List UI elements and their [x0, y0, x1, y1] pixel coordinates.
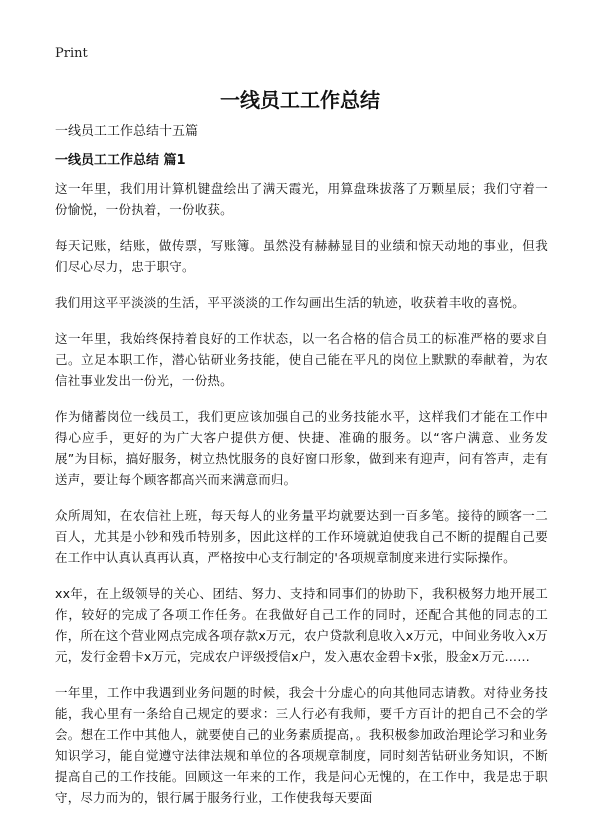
paragraph: 一年里，工作中我遇到业务问题的时候，我会十分虚心的向其他同志请教。对待业务技能，我心里有一条给自己规定的要求：三人行必有我师，要千方百计的把自己不会的学会。想在工作中其他人，就要使自己的业务素质提高，。我积极参加政治理论学习和业务知识学习，能自觉遵守法律法规和单位的各项规章制度，同时刻苦钻研业务知识，不断提高自己的工作技能。回顾这一年来的工作，我是问心无愧的，在工作中，我是忠于职守，尽力而为的，银行属于服务行业，工作使我每天要面	[55, 685, 548, 805]
paragraph: 作为储蓄岗位一线员工，我们更应该加强自己的业务技能水平，这样我们才能在工作中得心应手，更好的为广大客户提供方便、快捷、准确的服务。以“客户满意、业务发展”为目标，搞好服务，树立热忱服务的良好窗口形象，做到来有迎声，问有答声，走有送声，要让每个顾客都高兴而来满意而归。	[55, 409, 548, 487]
paragraph: 这一年里，我们用计算机键盘绘出了满天霞光，用算盘珠拔落了万颗星辰；我们守着一份愉悦，一份执着，一份收获。	[55, 181, 548, 217]
document-subtitle: 一线员工工作总结十五篇	[55, 124, 199, 139]
page-title: 一线员工工作总结	[220, 88, 380, 112]
paragraph: 众所周知，在农信社上班，每天每人的业务量平均就要达到一百多笔。接待的顾客一二百人，尤其是小钞和残币特别多，因此这样的工作环境就迫使我自己不断的提醒自己要在工作中认真认真再认真，严格按中心支行制定的'各项规章制度来进行实际操作。	[55, 508, 548, 565]
print-link[interactable]: Print	[55, 46, 88, 61]
article-body	[55, 178, 548, 823]
paragraph: 每天记账，结账，做传票，写账簿。虽然没有赫赫显目的业绩和惊天动地的事业，但我们尽心尽力，忠于职守。	[55, 238, 548, 274]
paragraph: 这一年里，我始终保持着良好的工作状态，以一名合格的信合员工的标准严格的要求自己。立足本职工作，潜心钻研业务技能，使自己能在平凡的岗位上默默的奉献着，为农信社事业发出一份光，一份热。	[55, 331, 548, 388]
section-heading: 一线员工工作总结 篇1	[55, 153, 186, 168]
paragraph: xx年，在上级领导的关心、团结、努力、支持和同事们的协助下，我积极努力地开展工作，较好的完成了各项工作任务。在我做好自己工作的同时，还配合其他的同志的工作，所在这个营业网点完成各项存款x万元，农户贷款利息收入x万元，中间业务收入x万元，发行金碧卡x万元，完成农户评级授信x户，发入惠农金碧卡x张，股金x万元……	[55, 586, 548, 664]
paragraph: 我们用这平平淡淡的生活，平平淡淡的工作勾画出生活的轨迹，收获着丰收的喜悦。	[55, 295, 525, 310]
